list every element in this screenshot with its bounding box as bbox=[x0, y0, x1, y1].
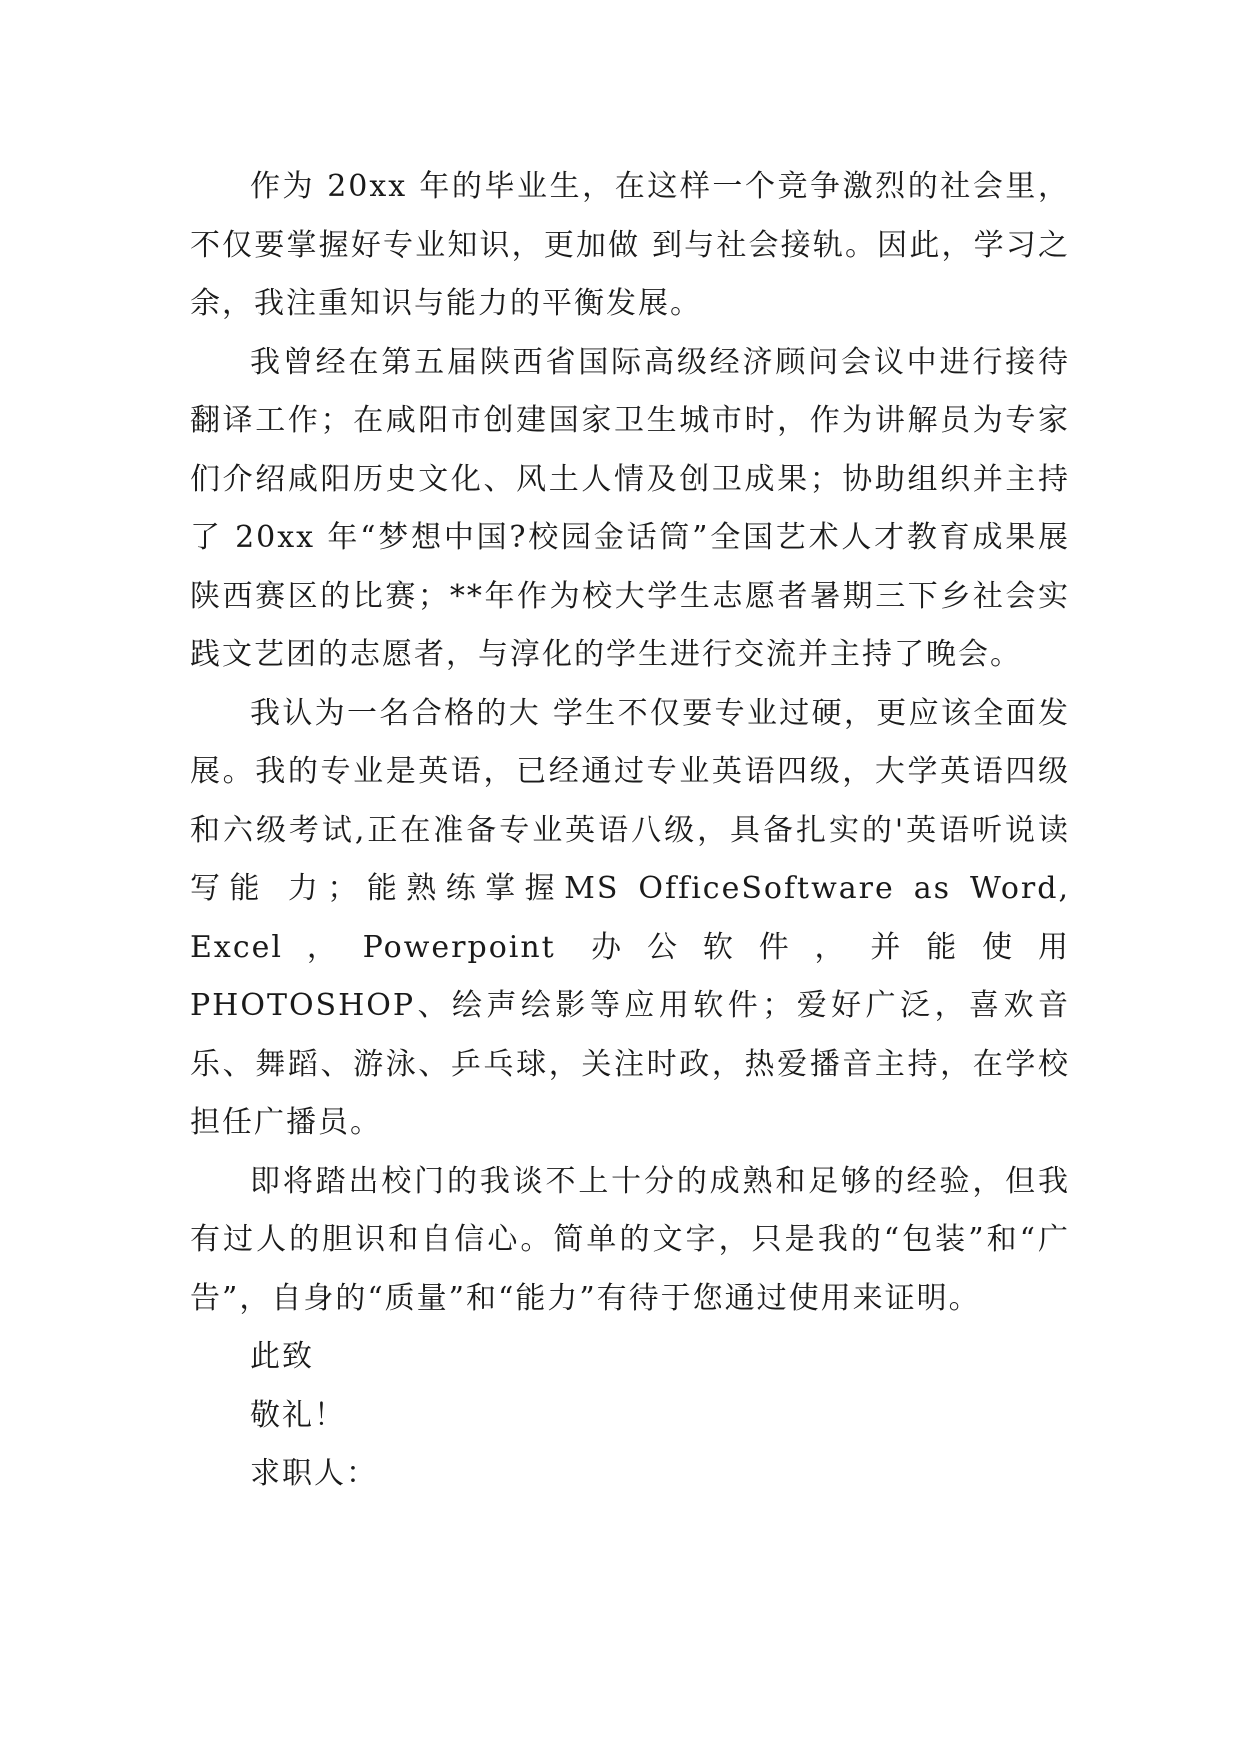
paragraph-skills: 我认为一名合格的大 学生不仅要专业过硬，更应该全面发展。我的专业是英语，已经通过专业英语四级，大学英语四级和六级考试,正在准备专业英语八级，具备扎实的'英语听说读写能 力；能熟练掌握MS OfficeSoftware as Word, Excel，Powerpoint 办公软件，并能使用 PHOTOSHOP、绘声绘影等应用软件；爱好广泛，喜欢音乐、舞蹈、游泳、乒乓球，关注时政，热爱播音主持，在学校担任广播员。 bbox=[190, 695, 1070, 1140]
closing-regards: 敬礼！ bbox=[250, 1397, 346, 1433]
closing-salutation: 此致 bbox=[250, 1339, 314, 1374]
paragraph-experience: 我曾经在第五届陕西省国际高级经济顾问会议中进行接待翻译工作；在咸阳市创建国家卫生城市时，作为讲解员为专家们介绍咸阳历史文化、风土人情及创卫成果；协助组织并主持了 20xx 年“梦想中国?校园金话筒”全国艺术人才教育成果展陕西赛区的比赛；**年作为校大学生志愿者暑期三下乡社会实践文艺团的志愿者，与淳化的学生进行交流并主持了晚会。 bbox=[190, 344, 1070, 672]
paragraph-intro: 作为 20xx 年的毕业生，在这样一个竞争激烈的社会里，不仅要掌握好专业知识，更加做 到与社会接轨。因此，学习之余，我注重知识与能力的平衡发展。 bbox=[190, 169, 1070, 321]
letter-body bbox=[190, 158, 1070, 1504]
paragraph-conclusion: 即将踏出校门的我谈不上十分的成熟和足够的经验，但我有过人的胆识和自信心。简单的文字，只是我的“包装”和“广告”，自身的“质量”和“能力”有待于您通过使用来证明。 bbox=[190, 1163, 1070, 1316]
signature-label: 求职人： bbox=[250, 1456, 378, 1491]
